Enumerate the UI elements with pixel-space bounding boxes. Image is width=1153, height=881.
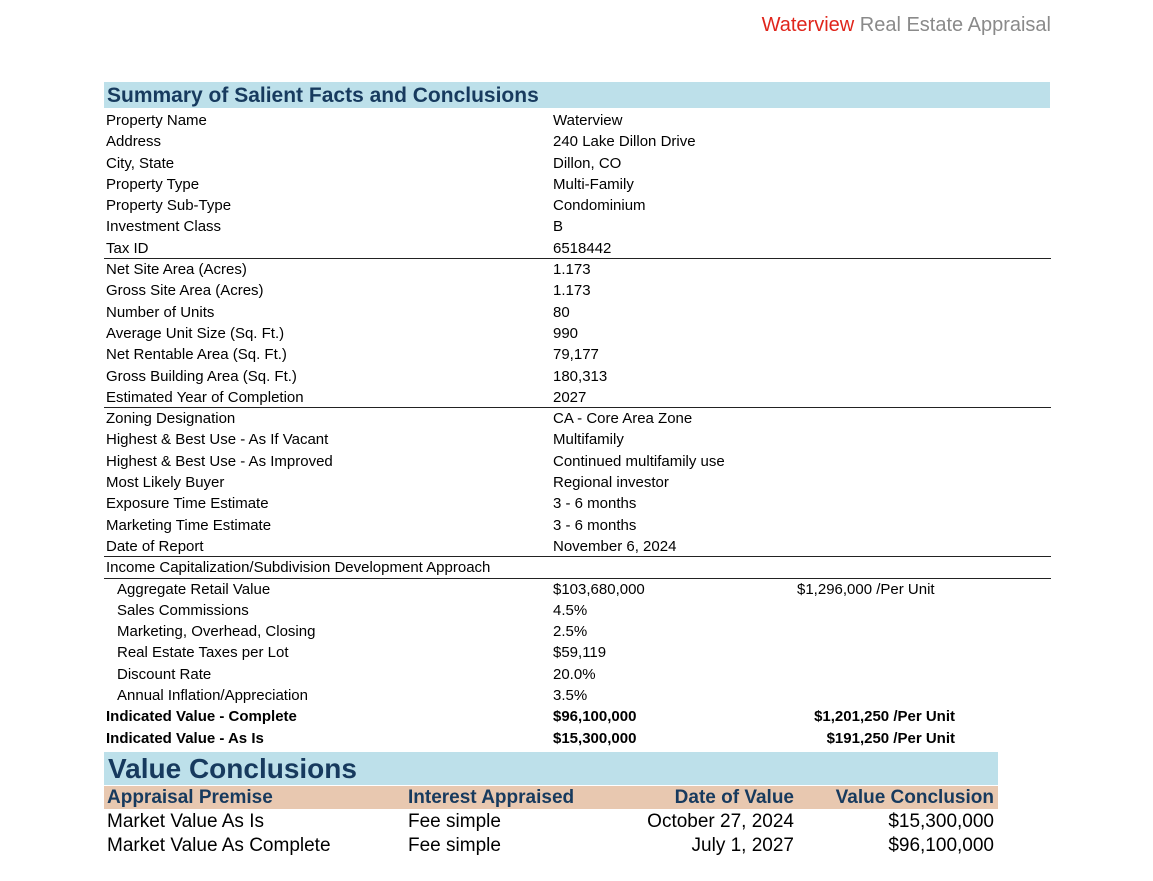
row-value: 2.5% bbox=[553, 623, 588, 641]
row-value: 80 bbox=[553, 303, 570, 321]
table-row bbox=[104, 302, 1051, 323]
row-label: City, State bbox=[106, 154, 175, 172]
table-row bbox=[104, 536, 1051, 557]
row-value: 2027 bbox=[553, 388, 587, 406]
table-row bbox=[104, 195, 1051, 216]
row-value: 3 - 6 months bbox=[553, 495, 637, 513]
report-brand bbox=[762, 14, 1051, 37]
table-row bbox=[104, 259, 1051, 280]
row-label: Highest & Best Use - As Improved bbox=[106, 452, 333, 470]
row-value: 79,177 bbox=[553, 346, 599, 364]
table-row bbox=[104, 515, 1051, 536]
premise-cell: Market Value As Complete bbox=[107, 835, 331, 856]
approach-title: Income Capitalization/Subdivision Development Approach bbox=[106, 559, 491, 577]
brand-suffix: Real Estate Appraisal bbox=[859, 14, 1051, 36]
value-conclusions-column-headers bbox=[104, 786, 998, 809]
approach-title-row bbox=[104, 557, 1051, 578]
row-per-unit: $191,250 /Per Unit bbox=[826, 729, 955, 747]
premise-cell: Market Value As Is bbox=[107, 811, 264, 832]
table-row bbox=[104, 131, 1051, 152]
table-row bbox=[104, 451, 1051, 472]
row-label: Indicated Value - Complete bbox=[106, 708, 297, 726]
row-label: Highest & Best Use - As If Vacant bbox=[106, 431, 329, 449]
row-label: Sales Commissions bbox=[117, 601, 249, 619]
interest-cell: Fee simple bbox=[408, 835, 501, 856]
table-row bbox=[104, 323, 1051, 344]
table-row bbox=[104, 344, 1051, 365]
row-value: $15,300,000 bbox=[553, 729, 637, 747]
row-value: $96,100,000 bbox=[553, 708, 637, 726]
row-value: November 6, 2024 bbox=[553, 537, 677, 555]
column-header-value: Value Conclusion bbox=[835, 787, 994, 808]
value-cell: $96,100,000 bbox=[888, 835, 994, 856]
row-value: Continued multifamily use bbox=[553, 452, 725, 470]
row-value: 3.5% bbox=[553, 687, 588, 705]
row-label: Annual Inflation/Appreciation bbox=[117, 687, 308, 705]
row-label: Property Name bbox=[106, 112, 207, 129]
row-label: Property Sub-Type bbox=[106, 197, 232, 215]
row-label: Net Site Area (Acres) bbox=[106, 261, 247, 279]
column-header-premise: Appraisal Premise bbox=[107, 787, 273, 808]
row-value: 6518442 bbox=[553, 239, 612, 257]
table-row bbox=[104, 174, 1051, 195]
table-row bbox=[104, 621, 1051, 642]
row-value: Waterview bbox=[553, 112, 623, 129]
table-row bbox=[104, 600, 1051, 621]
row-label: Marketing Time Estimate bbox=[106, 516, 272, 534]
row-per-unit: $1,296,000 /Per Unit bbox=[797, 580, 935, 598]
value-conclusions-title: Value Conclusions bbox=[104, 752, 998, 785]
brand-name: Waterview bbox=[761, 14, 855, 36]
row-value: 240 Lake Dillon Drive bbox=[553, 133, 696, 151]
row-value: 990 bbox=[553, 324, 579, 342]
table-row bbox=[104, 153, 1051, 174]
row-label: Marketing, Overhead, Closing bbox=[117, 623, 316, 641]
interest-cell: Fee simple bbox=[408, 811, 501, 832]
row-value: $103,680,000 bbox=[553, 580, 645, 598]
row-value: Multifamily bbox=[553, 431, 624, 449]
date-cell: July 1, 2027 bbox=[691, 835, 794, 856]
row-value: $59,119 bbox=[553, 644, 607, 662]
row-label: Tax ID bbox=[106, 239, 149, 257]
table-row bbox=[104, 685, 1051, 706]
row-per-unit: $1,201,250 /Per Unit bbox=[814, 708, 955, 726]
row-label: Real Estate Taxes per Lot bbox=[117, 644, 289, 662]
table-row bbox=[104, 493, 1051, 514]
row-label: Property Type bbox=[106, 175, 200, 193]
table-row bbox=[104, 408, 1051, 429]
summary-title: Summary of Salient Facts and Conclusions bbox=[104, 82, 1050, 108]
row-value: Condominium bbox=[553, 197, 646, 215]
table-row bbox=[104, 216, 1051, 237]
row-value: 3 - 6 months bbox=[553, 516, 637, 534]
row-label: Discount Rate bbox=[117, 665, 212, 683]
summary-table bbox=[104, 110, 1051, 749]
row-value: 180,313 bbox=[553, 367, 608, 385]
row-value: Multi-Family bbox=[553, 175, 634, 193]
table-row bbox=[104, 387, 1051, 408]
value-conclusion-row bbox=[104, 834, 998, 858]
row-label: Most Likely Buyer bbox=[106, 474, 225, 492]
table-row bbox=[104, 642, 1051, 663]
row-label: Number of Units bbox=[106, 303, 215, 321]
indicated-value-as-is-row bbox=[104, 728, 1051, 749]
table-row bbox=[104, 110, 1051, 131]
row-value: 4.5% bbox=[553, 601, 588, 619]
row-label: Net Rentable Area (Sq. Ft.) bbox=[106, 346, 287, 364]
row-value: Dillon, CO bbox=[553, 154, 622, 172]
table-row bbox=[104, 429, 1051, 450]
row-label: Average Unit Size (Sq. Ft.) bbox=[106, 324, 285, 342]
row-value: 1.173 bbox=[553, 261, 591, 279]
value-conclusion-row bbox=[104, 810, 998, 834]
table-row bbox=[104, 472, 1051, 493]
table-row bbox=[104, 366, 1051, 387]
row-value: 20.0% bbox=[553, 665, 596, 683]
row-label: Address bbox=[106, 133, 162, 151]
column-header-interest: Interest Appraised bbox=[408, 787, 575, 808]
row-label: Exposure Time Estimate bbox=[106, 495, 269, 513]
row-value: Regional investor bbox=[553, 474, 669, 492]
value-cell: $15,300,000 bbox=[888, 811, 994, 832]
row-label: Indicated Value - As Is bbox=[106, 729, 264, 747]
column-header-date: Date of Value bbox=[674, 787, 794, 808]
table-row bbox=[104, 238, 1051, 259]
date-cell: October 27, 2024 bbox=[647, 811, 794, 832]
table-row bbox=[104, 664, 1051, 685]
row-label: Gross Building Area (Sq. Ft.) bbox=[106, 367, 297, 385]
row-label: Estimated Year of Completion bbox=[106, 388, 304, 406]
row-value: B bbox=[553, 218, 564, 236]
row-label: Aggregate Retail Value bbox=[117, 580, 271, 598]
table-row bbox=[104, 280, 1051, 301]
row-value: 1.173 bbox=[553, 282, 591, 300]
indicated-value-complete-row bbox=[104, 706, 1051, 727]
row-label: Date of Report bbox=[106, 537, 204, 555]
row-value: CA - Core Area Zone bbox=[553, 410, 693, 428]
row-label: Investment Class bbox=[106, 218, 222, 236]
row-label: Zoning Designation bbox=[106, 410, 236, 428]
row-label: Gross Site Area (Acres) bbox=[106, 282, 264, 300]
table-row bbox=[104, 579, 1051, 600]
